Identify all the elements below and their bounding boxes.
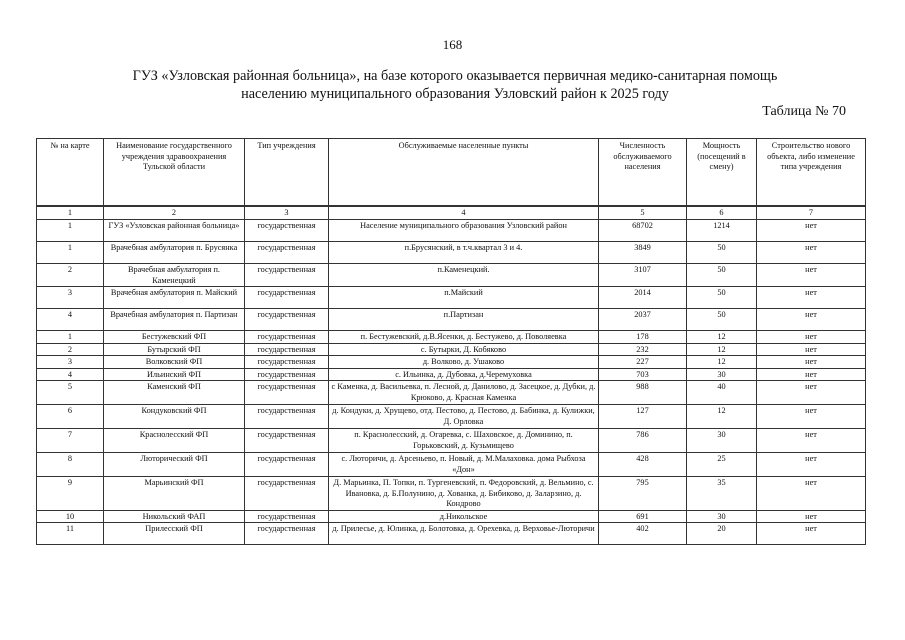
institution-type-cell: государственная	[245, 405, 329, 429]
institution-type-cell: государственная	[245, 429, 329, 453]
map-number-cell: 1	[37, 220, 104, 242]
institution-name-cell: ГУЗ «Узловская районная больница»	[104, 220, 245, 242]
header-cell: № на карте	[37, 139, 104, 206]
institution-name-cell: Люторический ФП	[104, 453, 245, 477]
map-number-cell: 1	[37, 242, 104, 264]
capacity-cell: 30	[687, 368, 757, 381]
population-cell: 428	[599, 453, 687, 477]
served-places-cell: д. Волково, д. Ушаково	[329, 356, 599, 369]
construction-cell: нет	[757, 287, 866, 309]
construction-cell: нет	[757, 368, 866, 381]
table-row	[37, 405, 866, 429]
institution-name-cell: Каменский ФП	[104, 381, 245, 405]
institution-name-cell: Врачебная амбулатория п. Майский	[104, 287, 245, 309]
institution-name-cell: Врачебная амбулатория п. Каменецкий	[104, 264, 245, 287]
table-row	[37, 287, 866, 309]
institution-type-cell: государственная	[245, 510, 329, 523]
capacity-cell: 20	[687, 523, 757, 545]
construction-cell: нет	[757, 477, 866, 511]
institution-name-cell: Волковский ФП	[104, 356, 245, 369]
institution-type-cell: государственная	[245, 453, 329, 477]
population-cell: 691	[599, 510, 687, 523]
institution-name-cell: Прилесский ФП	[104, 523, 245, 545]
served-places-cell: с Каменка, д. Васильевка, п. Лесной, д. Данилово, д. Засецкое, д. Дубки, д. Крюково, д. Красная Каменка	[329, 381, 599, 405]
construction-cell: нет	[757, 429, 866, 453]
served-places-cell: д. Кондуки, д. Хрущево, отд. Пестово, д. Пестово, д. Бабинка, д. Кулижки, Д. Орловка	[329, 405, 599, 429]
capacity-cell: 12	[687, 356, 757, 369]
population-cell: 127	[599, 405, 687, 429]
capacity-cell: 50	[687, 287, 757, 309]
header-cell: Мощность (посещений в смену)	[687, 139, 757, 206]
map-number-cell: 3	[37, 356, 104, 369]
title-line-2: населению муниципального образования Узловский район к 2025 году	[241, 86, 669, 102]
map-number-cell: 10	[37, 510, 104, 523]
institution-type-cell: государственная	[245, 381, 329, 405]
construction-cell: нет	[757, 523, 866, 545]
document-title	[60, 67, 850, 103]
header-cell: Строительство нового объекта, либо изменение типа учреждения	[757, 139, 866, 206]
served-places-cell: д. Прилесье, д. Юлинка, д. Болотовка, д. Орехевка, д. Верховье-Люторичи	[329, 523, 599, 545]
header-cell: Обслуживаемые населенные пункты	[329, 139, 599, 206]
capacity-cell: 50	[687, 264, 757, 287]
page-number: 168	[442, 37, 463, 52]
map-number-cell: 4	[37, 368, 104, 381]
population-cell: 988	[599, 381, 687, 405]
institution-name-cell: Ильинский ФП	[104, 368, 245, 381]
data-table	[36, 206, 866, 545]
institution-name-cell: Врачебная амбулатория п. Брусянка	[104, 242, 245, 264]
capacity-cell: 12	[687, 405, 757, 429]
map-number-cell: 5	[37, 381, 104, 405]
table-row	[37, 368, 866, 381]
institution-type-cell: государственная	[245, 242, 329, 264]
construction-cell: нет	[757, 510, 866, 523]
construction-cell: нет	[757, 381, 866, 405]
column-number-cell: 1	[37, 207, 104, 220]
column-number-row	[37, 207, 866, 220]
construction-cell: нет	[757, 264, 866, 287]
capacity-cell: 30	[687, 510, 757, 523]
population-cell: 3849	[599, 242, 687, 264]
institution-type-cell: государственная	[245, 331, 329, 344]
construction-cell: нет	[757, 309, 866, 331]
construction-cell: нет	[757, 356, 866, 369]
population-cell: 3107	[599, 264, 687, 287]
map-number-cell: 3	[37, 287, 104, 309]
served-places-cell: Население муниципального образования Узловский район	[329, 220, 599, 242]
served-places-cell: п. Бестужевский, д.В.Ясенки, д. Бестужево, д. Поволяевка	[329, 331, 599, 344]
capacity-cell: 35	[687, 477, 757, 511]
map-number-cell: 4	[37, 309, 104, 331]
institution-type-cell: государственная	[245, 523, 329, 545]
population-cell: 232	[599, 343, 687, 356]
column-number-cell: 7	[757, 207, 866, 220]
institution-name-cell: Краснолесский ФП	[104, 429, 245, 453]
served-places-cell: с. Люторичи, д. Арсеньево, п. Новый, д. М.Малаховка. дома Рыбхоза «Дон»	[329, 453, 599, 477]
served-places-cell: п.Партизан	[329, 309, 599, 331]
served-places-cell: п. Краснолесский, д. Огаревка, с. Шаховское, д. Доминино, п. Горьковский, д. Кузьмищево	[329, 429, 599, 453]
table-row	[37, 429, 866, 453]
served-places-cell: с. Ильинка, д. Дубовка, д.Черемуховка	[329, 368, 599, 381]
served-places-cell: п.Брусянский, в т.ч.квартал 3 и 4.	[329, 242, 599, 264]
table-label: Таблица № 70	[762, 104, 846, 119]
header-cell: Наименование государственного учреждения здравоохранения Тульской области	[104, 139, 245, 206]
population-cell: 227	[599, 356, 687, 369]
capacity-cell: 1214	[687, 220, 757, 242]
construction-cell: нет	[757, 242, 866, 264]
population-cell: 178	[599, 331, 687, 344]
population-cell: 703	[599, 368, 687, 381]
institution-name-cell: Кондуковский ФП	[104, 405, 245, 429]
institution-name-cell: Марьинский ФП	[104, 477, 245, 511]
column-number-cell: 5	[599, 207, 687, 220]
table-row	[37, 523, 866, 545]
institution-name-cell: Бутырский ФП	[104, 343, 245, 356]
institution-name-cell: Никольский ФАП	[104, 510, 245, 523]
map-number-cell: 6	[37, 405, 104, 429]
capacity-cell: 30	[687, 429, 757, 453]
institution-type-cell: государственная	[245, 368, 329, 381]
column-number-cell: 2	[104, 207, 245, 220]
institution-type-cell: государственная	[245, 477, 329, 511]
header-cell: Численность обслуживаемого населения	[599, 139, 687, 206]
institution-type-cell: государственная	[245, 309, 329, 331]
construction-cell: нет	[757, 220, 866, 242]
capacity-cell: 50	[687, 242, 757, 264]
population-cell: 68702	[599, 220, 687, 242]
served-places-cell: д.Никольское	[329, 510, 599, 523]
table-row	[37, 331, 866, 344]
institution-name-cell: Врачебная амбулатория п. Партизан	[104, 309, 245, 331]
institution-name-cell: Бестужевский ФП	[104, 331, 245, 344]
capacity-cell: 25	[687, 453, 757, 477]
header-cell: Тип учреждения	[245, 139, 329, 206]
table-row	[37, 242, 866, 264]
institution-type-cell: государственная	[245, 220, 329, 242]
table-row	[37, 220, 866, 242]
title-line-1: ГУЗ «Узловская районная больница», на базе которого оказывается первичная медико-санитарная помощь	[132, 68, 778, 84]
table-row	[37, 343, 866, 356]
capacity-cell: 50	[687, 309, 757, 331]
table-header	[36, 138, 866, 206]
capacity-cell: 12	[687, 343, 757, 356]
table-row	[37, 381, 866, 405]
population-cell: 2037	[599, 309, 687, 331]
population-cell: 402	[599, 523, 687, 545]
institution-type-cell: государственная	[245, 287, 329, 309]
table-row	[37, 477, 866, 511]
population-cell: 786	[599, 429, 687, 453]
institution-type-cell: государственная	[245, 264, 329, 287]
served-places-cell: с. Бутырки, Д. Кобяково	[329, 343, 599, 356]
population-cell: 2014	[599, 287, 687, 309]
served-places-cell: п.Каменецкий.	[329, 264, 599, 287]
map-number-cell: 2	[37, 264, 104, 287]
map-number-cell: 9	[37, 477, 104, 511]
institution-type-cell: государственная	[245, 356, 329, 369]
served-places-cell: п.Майский	[329, 287, 599, 309]
column-number-cell: 3	[245, 207, 329, 220]
capacity-cell: 40	[687, 381, 757, 405]
construction-cell: нет	[757, 343, 866, 356]
table-row	[37, 264, 866, 287]
construction-cell: нет	[757, 453, 866, 477]
capacity-cell: 12	[687, 331, 757, 344]
map-number-cell: 11	[37, 523, 104, 545]
map-number-cell: 8	[37, 453, 104, 477]
construction-cell: нет	[757, 331, 866, 344]
table-row	[37, 309, 866, 331]
map-number-cell: 1	[37, 331, 104, 344]
map-number-cell: 7	[37, 429, 104, 453]
construction-cell: нет	[757, 405, 866, 429]
map-number-cell: 2	[37, 343, 104, 356]
table-row	[37, 510, 866, 523]
population-cell: 795	[599, 477, 687, 511]
column-number-cell: 4	[329, 207, 599, 220]
table-row	[37, 453, 866, 477]
institution-type-cell: государственная	[245, 343, 329, 356]
served-places-cell: Д. Марьинка, П. Топки, п. Тургеневский, п. Федоровский, д. Вельмино, с. Ивановка, д. Б.Полунино, д. Хованка, д. Бибиково, д. Заларзино, д. Кондрово	[329, 477, 599, 511]
column-number-cell: 6	[687, 207, 757, 220]
table-row	[37, 356, 866, 369]
header-row	[37, 139, 866, 206]
